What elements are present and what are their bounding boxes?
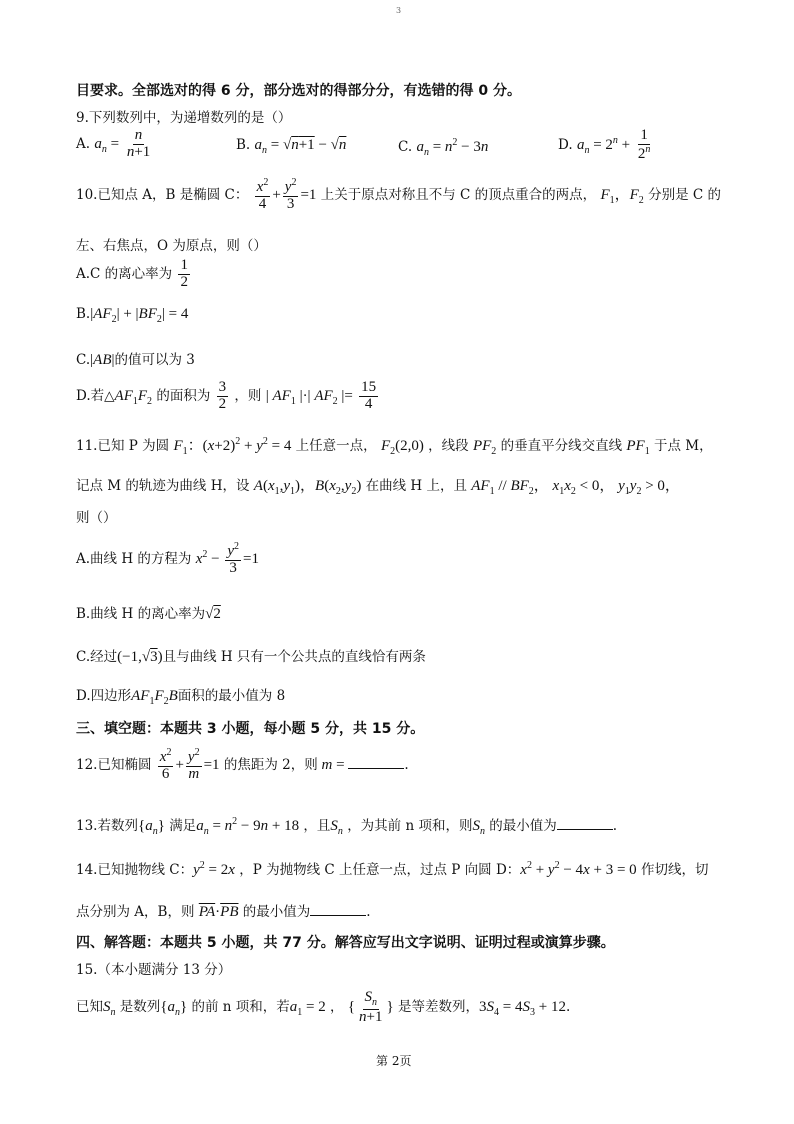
q9-option-c: C. $a_n = n^2 - 3n$	[398, 137, 489, 158]
q15-stem: 已知$S_n$ 是数列$\{a_n\}$ 的前 n 项和，若$a_1 = 2$ ， { $\frac{S_n}{n+1}$ } 是等差数列，$3S_4 = 4S_3 + 12$.	[76, 989, 571, 1025]
q11-option-c: C.经过(−1,√3)且与曲线 H 只有一个公共点的直线恰有两条	[76, 649, 426, 665]
q11-option-a: A.曲线 H 的方程为 $x^2$ − $\frac{y^2}{3}$ =1	[76, 541, 259, 576]
section-4-heading: 四、解答题：本题共 5 小题，共 77 分。解答应写出文字说明、证明过程或演算步骤。	[76, 935, 615, 951]
q11-option-b: B.曲线 H 的离心率为√2	[76, 606, 221, 622]
q14-line1: 14.已知抛物线 C：$y^2 = 2x$ ，P 为抛物线 C 上任意一点，过点 P 向圆 D：$x^2 + y^2 - 4x + 3 = 0$ 作切线，切	[76, 860, 709, 878]
q12: 12.已知椭圆 $\frac{x^2}{6}$ + $\frac{y^2}{m}$ =1 的焦距为 2，则 m = .	[76, 747, 409, 782]
q11-option-d: D.四边形$AF_1F_2B$面积的最小值为 8	[76, 688, 286, 707]
q10-option-d: D.若$\triangle AF_1F_2$ 的面积为 $\frac{3}{2}$ ，则 | $AF_1$ |·| $AF_2$ |= $\frac{15}{4}$	[76, 379, 377, 412]
q9-option-b: B. $a_n = √n+1 - √n$	[236, 137, 347, 156]
q13: 13.若数列$\{a_n\}$ 满足$a_n = n^2 - 9n + 18$ ，且$S_n$ ，为其前 n 项和，则$S_n$ 的最小值为 .	[76, 816, 618, 837]
q10-line2: 左、右焦点，O 为原点，则（）	[76, 238, 267, 254]
section-3-heading: 三、填空题：本题共 3 小题，每小题 5 分，共 15 分。	[76, 721, 425, 737]
q11-line3: 则（）	[76, 510, 117, 526]
page-footer: 第 2页	[376, 1054, 412, 1068]
q10-option-b: $B.|AF_2| + |BF_2| = 4$	[76, 306, 189, 325]
q10-line1: 10.已知点 A，B 是椭圆 C： $\frac{x^2}{4}$ + $\frac{y^2}{3}$ =1 上关于原点对称且不与 C 的顶点重合的两点， $F_1$，$F_2$ 分别是 C 的	[76, 177, 722, 212]
q9-option-a: A. $a_n$ = $\frac{n}{n+1}$	[76, 127, 151, 160]
q11-line1: 11.已知 P 为圆 $F_1$：$(x+2)^2 + y^2 = 4$ 上任意一点， $F_2(2,0)$ ，线段 $PF_2$ 的垂直平分线交直线 $PF_1$ 于点 M，	[76, 436, 713, 457]
q15-heading: 15.（本小题满分 13 分）	[76, 962, 232, 978]
q9-stem: 9.下列数列中，为递增数列的是（）	[76, 110, 292, 126]
top-page-mark: 3	[396, 6, 402, 15]
section-intro: 目要求。全部选对的得 6 分，部分选对的得部分分，有选错的得 0 分。	[76, 83, 521, 99]
q14-line2: 点分别为 A，B，则 $\overline{PA}\cdot\overline{PB}$ 的最小值为 .	[76, 904, 371, 920]
q9-option-d: D. $a_n = 2^n$ + $\frac{1}{2^n}$	[558, 127, 651, 162]
q10-option-a: A.C 的离心率为 $\frac{1}{2}$	[76, 257, 188, 290]
q10-option-c: C.|AB|的值可以为 3	[76, 352, 195, 368]
q11-line2: 记点 M 的轨迹为曲线 H，设 $A(x_1,y_1)$，$B(x_2,y_2)$ 在曲线 H 上，且 $AF_1 // BF_2$， $x_1x_2 < 0$， $y_1y_2 > 0$，	[76, 478, 680, 497]
